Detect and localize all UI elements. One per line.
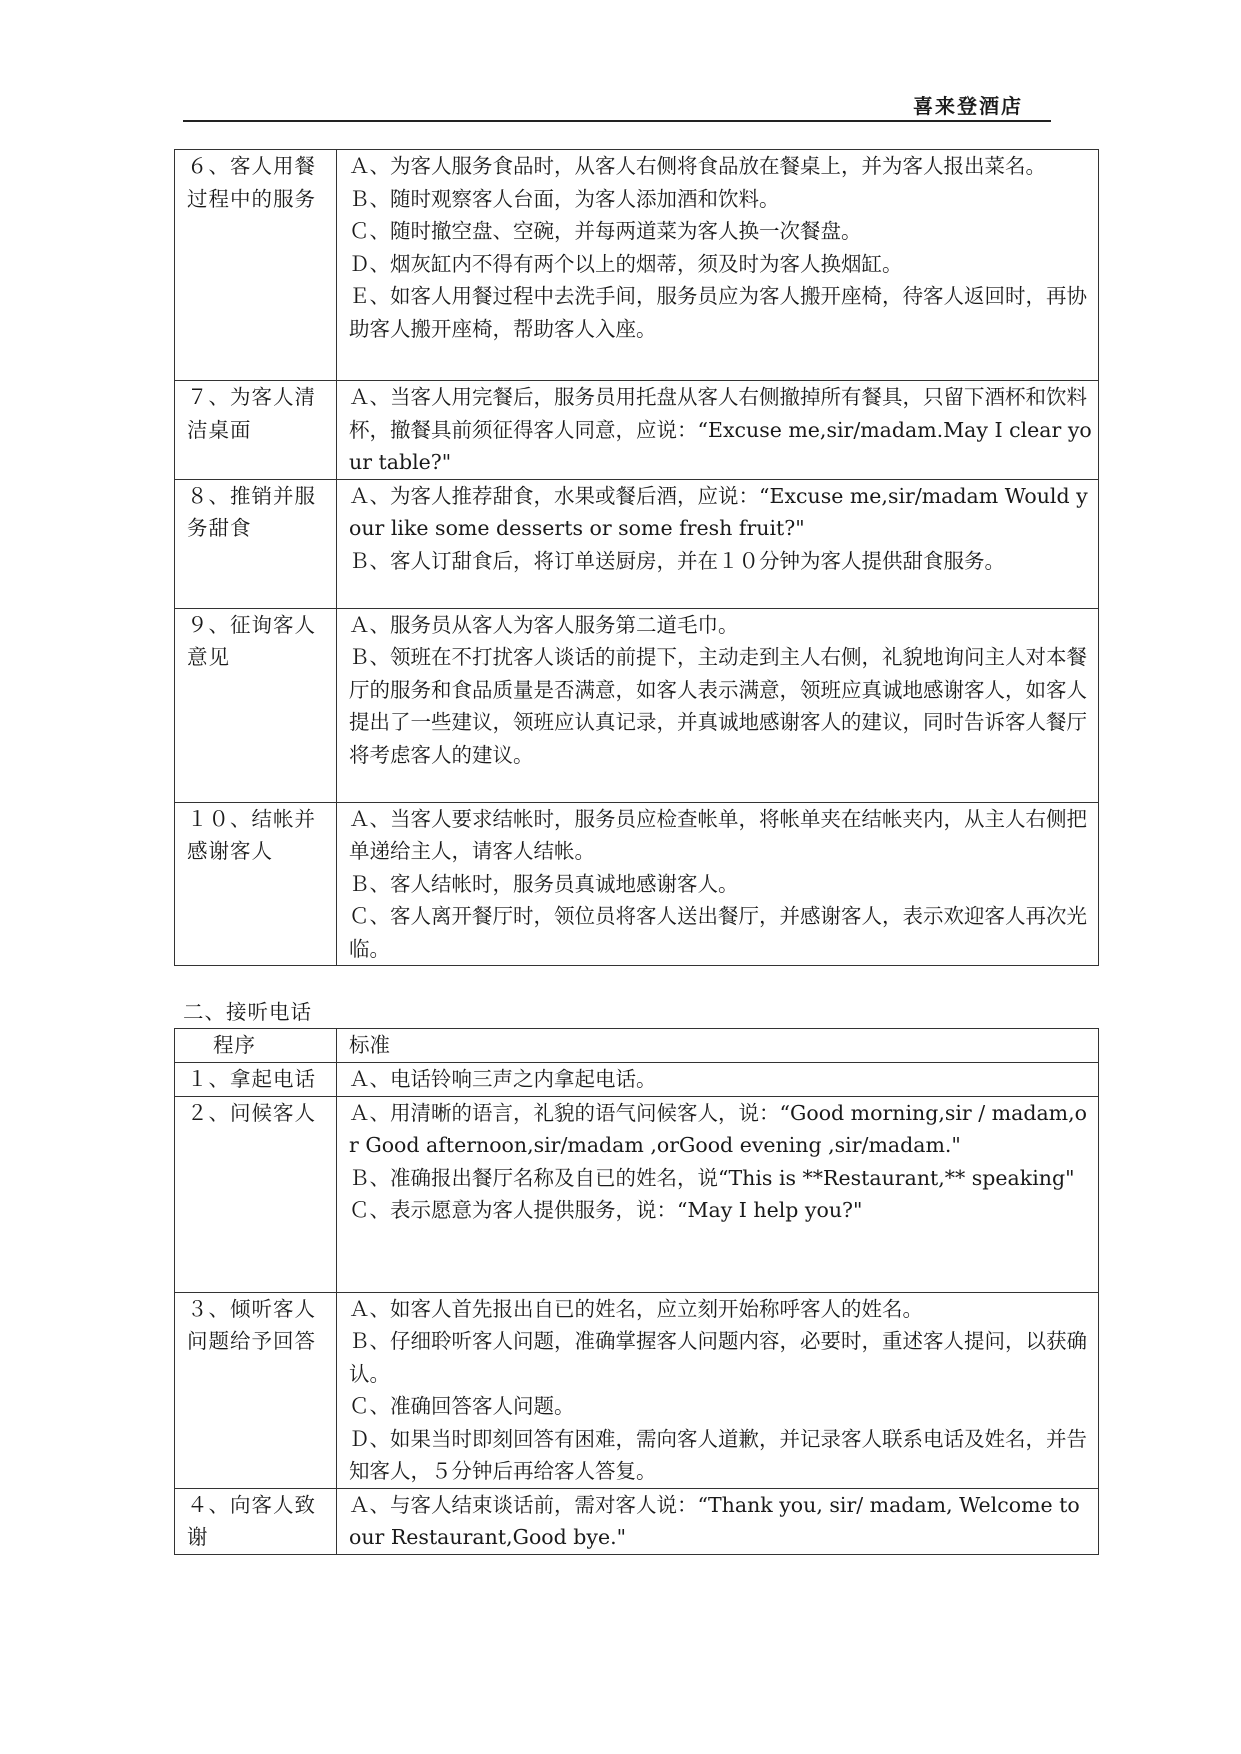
standard-cell bbox=[337, 802, 1099, 966]
standard-line: Ｂ、客人订甜食后，将订单送厨房，并在１０分钟为客人提供甜食服务。 bbox=[349, 548, 1005, 573]
table-row bbox=[175, 1096, 1099, 1292]
step-cell: ３、倾听客人问题给予回答 bbox=[175, 1292, 337, 1488]
table-row bbox=[175, 1063, 1099, 1097]
standard-line: Ｂ、仔细聆听客人问题，准确掌握客人问题内容，必要时，重述客人提问，以获确认。 bbox=[349, 1329, 1087, 1386]
column-header-standard: 标准 bbox=[337, 1029, 1099, 1063]
standard-line: Ｄ、如果当时即刻回答有困难，需向客人道歉，并记录客人联系电话及姓名，并告知客人，５分钟后再给客人答复。 bbox=[349, 1426, 1087, 1483]
section-title: 二、接听电话 bbox=[183, 1000, 312, 1024]
step-cell: ６、客人用餐过程中的服务 bbox=[175, 150, 337, 381]
standard-line: Ａ、当客人要求结帐时，服务员应检查帐单，将帐单夹在结帐夹内，从主人右侧把单递给主人，请客人结帐。 bbox=[349, 806, 1087, 863]
table-header-row bbox=[175, 1029, 1099, 1063]
standard-cell bbox=[337, 1063, 1099, 1097]
standard-cell bbox=[337, 1292, 1099, 1488]
table-row bbox=[175, 479, 1099, 608]
table-row bbox=[175, 802, 1099, 966]
step-cell: ９、征询客人意见 bbox=[175, 608, 337, 802]
standard-line: Ａ、如客人首先报出自已的姓名，应立刻开始称呼客人的姓名。 bbox=[349, 1296, 923, 1321]
table-row bbox=[175, 608, 1099, 802]
standard-line: Ａ、为客人推荐甜食，水果或餐后酒，应说：“Excuse me,sir/madam Would your like some desserts or some fresh fruit?" bbox=[349, 483, 1088, 540]
standard-line: Ａ、用清晰的语言，礼貌的语气问候客人，说：“Good morning,sir / madam,or Good afternoon,sir/madam ,orGood evening ,sir/madam." bbox=[349, 1100, 1087, 1157]
standard-line: Ｄ、烟灰缸内不得有两个以上的烟蒂，须及时为客人换烟缸。 bbox=[349, 251, 903, 276]
step-cell: ７、为客人清洁桌面 bbox=[175, 381, 337, 480]
standard-line: Ａ、当客人用完餐后，服务员用托盘从客人右侧撤掉所有餐具，只留下酒杯和饮料杯，撤餐具前须征得客人同意，应说：“Excuse me,sir/madam.May I clear your table?" bbox=[349, 385, 1092, 474]
standard-line: Ｅ、如客人用餐过程中去洗手间，服务员应为客人搬开座椅，待客人返回时，再协助客人搬开座椅，帮助客人入座。 bbox=[349, 284, 1087, 341]
table-row bbox=[175, 1488, 1099, 1554]
column-header-step: 程序 bbox=[175, 1029, 337, 1063]
hotel-name: 喜来登酒店 bbox=[913, 94, 1023, 118]
standard-cell bbox=[337, 608, 1099, 802]
standard-cell bbox=[337, 150, 1099, 381]
standard-cell bbox=[337, 479, 1099, 608]
step-cell: ８、推销并服务甜食 bbox=[175, 479, 337, 608]
page-header bbox=[183, 84, 1051, 122]
standard-line: Ａ、电话铃响三声之内拿起电话。 bbox=[349, 1067, 657, 1091]
standard-cell bbox=[337, 381, 1099, 480]
step-cell: ４、向客人致谢 bbox=[175, 1488, 337, 1554]
standard-line: Ｂ、准确报出餐厅名称及自已的姓名，说“This is **Restaurant,** speaking" bbox=[349, 1165, 1075, 1190]
table-row bbox=[175, 150, 1099, 381]
service-procedure-table bbox=[174, 149, 1099, 966]
standard-line: Ｃ、客人离开餐厅时，领位员将客人送出餐厅，并感谢客人，表示欢迎客人再次光临。 bbox=[349, 904, 1087, 961]
standard-line: Ｃ、表示愿意为客人提供服务，说：“May I help you?" bbox=[349, 1198, 863, 1222]
standard-line: Ｂ、随时观察客人台面，为客人添加酒和饮料。 bbox=[349, 186, 780, 211]
table-row bbox=[175, 1292, 1099, 1488]
standard-line: Ａ、为客人服务食品时，从客人右侧将食品放在餐桌上，并为客人报出菜名。 bbox=[349, 154, 1046, 178]
standard-cell bbox=[337, 1096, 1099, 1292]
standard-line: Ｂ、领班在不打扰客人谈话的前提下，主动走到主人右侧，礼貌地询问主人对本餐厅的服务和食品质量是否满意，如客人表示满意，领班应真诚地感谢客人，如客人提出了一些建议，领班应认真记录，并真诚地感谢客人的建议，同时告诉客人餐厅将考虑客人的建议。 bbox=[349, 645, 1087, 767]
standard-line: Ａ、服务员从客人为客人服务第二道毛巾。 bbox=[349, 612, 739, 637]
table-row bbox=[175, 381, 1099, 480]
step-cell: ２、问候客人 bbox=[175, 1096, 337, 1292]
standard-line: Ｂ、客人结帐时，服务员真诚地感谢客人。 bbox=[349, 871, 739, 896]
step-cell: １、拿起电话 bbox=[175, 1063, 337, 1097]
standard-line: Ａ、与客人结束谈话前，需对客人说：“Thank you, sir/ madam, Welcome to our Restaurant,Good bye." bbox=[349, 1492, 1087, 1549]
phone-procedure-table bbox=[174, 1028, 1099, 1555]
step-cell: １０、结帐并感谢客人 bbox=[175, 802, 337, 966]
standard-line: Ｃ、随时撤空盘、空碗，并每两道菜为客人换一次餐盘。 bbox=[349, 219, 862, 243]
standard-line: Ｃ、准确回答客人问题。 bbox=[349, 1394, 575, 1418]
standard-cell bbox=[337, 1488, 1099, 1554]
